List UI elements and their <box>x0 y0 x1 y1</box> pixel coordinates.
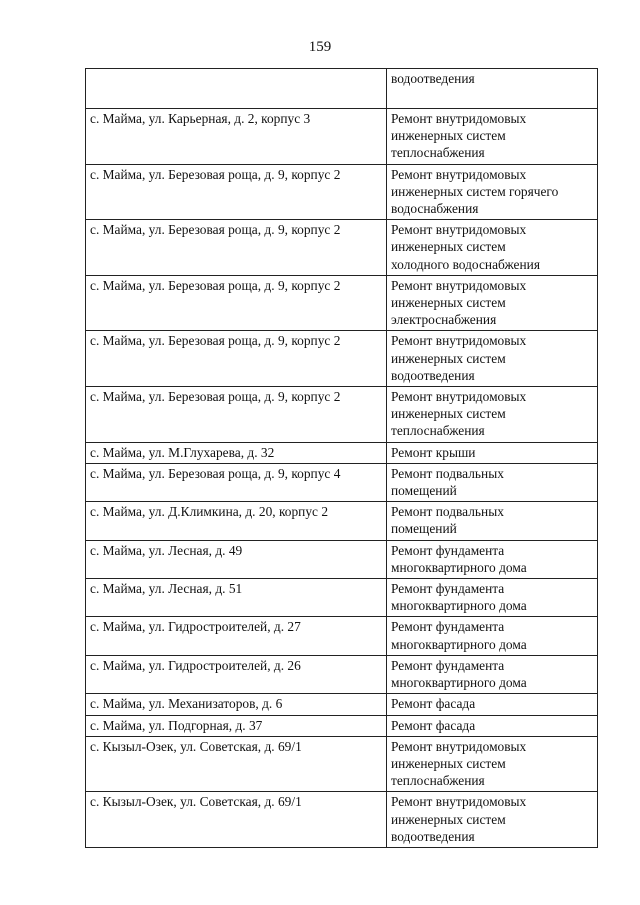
address-cell: с. Майма, ул. Березовая роща, д. 9, корпус 4 <box>86 463 387 501</box>
address-cell: с. Майма, ул. Лесная, д. 49 <box>86 540 387 578</box>
work-type-line: теплоснабжения <box>391 145 485 161</box>
table-row <box>86 331 598 387</box>
work-type-line: Ремонт крыши <box>391 444 476 460</box>
address-cell: с. Майма, ул. Гидростроителей, д. 26 <box>86 655 387 693</box>
work-type-line: помещений <box>391 483 457 499</box>
work-type-line: инженерных систем <box>391 295 506 311</box>
address-cell: с. Майма, ул. Лесная, д. 51 <box>86 579 387 617</box>
address-cell: с. Майма, ул. Карьерная, д. 2, корпус 3 <box>86 109 387 165</box>
table-row <box>86 617 598 655</box>
address-cell: с. Кызыл-Озек, ул. Советская, д. 69/1 <box>86 736 387 792</box>
address-cell: с. Майма, ул. Березовая роща, д. 9, корпус 2 <box>86 164 387 220</box>
address-cell: с. Майма, ул. Березовая роща, д. 9, корпус 2 <box>86 387 387 443</box>
table-row <box>86 164 598 220</box>
work-type-line: Ремонт фундамента <box>391 657 505 673</box>
work-type-cell <box>387 617 598 655</box>
work-type-cell <box>387 540 598 578</box>
table-row <box>86 715 598 736</box>
work-type-line: Ремонт подвальных <box>391 504 504 520</box>
work-type-line: многоквартирного дома <box>391 598 527 614</box>
work-type-line: холодного водоснабжения <box>391 256 540 272</box>
work-type-line: Ремонт подвальных <box>391 465 504 481</box>
repair-table <box>85 68 598 848</box>
work-type-line: Ремонт внутридомовых <box>391 111 527 126</box>
work-type-cell <box>387 579 598 617</box>
work-type-line: Ремонт фундамента <box>391 619 505 635</box>
table-row <box>86 220 598 276</box>
work-type-line: инженерных систем <box>391 239 506 255</box>
work-type-cell <box>387 109 598 165</box>
address-cell: с. Майма, ул. Березовая роща, д. 9, корпус 2 <box>86 275 387 331</box>
table-row <box>86 275 598 331</box>
work-type-line: инженерных систем горячего <box>391 183 559 199</box>
table-row <box>86 655 598 693</box>
work-type-line: Ремонт фундамента <box>391 581 505 597</box>
address-cell: с. Майма, ул. Березовая роща, д. 9, корпус 2 <box>86 220 387 276</box>
work-type-line: помещений <box>391 521 457 537</box>
address-cell: с. Майма, ул. Гидростроителей, д. 27 <box>86 617 387 655</box>
work-type-line: инженерных систем <box>391 755 506 771</box>
table-row <box>86 694 598 715</box>
work-type-line: инженерных систем <box>391 406 506 422</box>
work-type-line: водоснабжения <box>391 201 479 217</box>
work-type-cell <box>387 715 598 736</box>
work-type-line: Ремонт внутридомовых <box>391 389 527 405</box>
work-type-line: электроснабжения <box>391 312 497 328</box>
table-row <box>86 463 598 501</box>
work-type-cell <box>387 736 598 792</box>
work-type-cell <box>387 220 598 276</box>
work-type-cell <box>387 387 598 443</box>
work-type-cell <box>387 69 598 109</box>
work-type-cell <box>387 694 598 715</box>
work-type-line: Ремонт внутридомовых <box>391 333 527 349</box>
work-type-line: Ремонт фундамента <box>391 542 505 558</box>
work-type-line: водоотведения <box>391 828 475 844</box>
work-type-line: Ремонт внутридомовых <box>391 277 527 293</box>
work-type-line: Ремонт внутридомовых <box>391 794 527 810</box>
address-cell: с. Кызыл-Озек, ул. Советская, д. 69/1 <box>86 792 387 848</box>
table-row <box>86 502 598 540</box>
address-cell <box>86 69 387 109</box>
page-number: 159 <box>308 39 332 55</box>
work-type-line: Ремонт фасада <box>391 717 476 733</box>
address-cell: с. Майма, ул. Березовая роща, д. 9, корпус 2 <box>86 331 387 387</box>
work-type-line: инженерных систем <box>391 811 506 827</box>
work-type-line: инженерных систем <box>391 350 506 366</box>
work-type-line: многоквартирного дома <box>391 675 527 691</box>
address-cell: с. Майма, ул. Механизаторов, д. 6 <box>86 694 387 715</box>
table-row <box>86 69 598 109</box>
work-type-line: теплоснабжения <box>391 773 485 789</box>
work-type-line: теплоснабжения <box>391 423 485 439</box>
work-type-line: Ремонт внутридомовых <box>391 166 527 182</box>
work-type-line: многоквартирного дома <box>391 636 527 652</box>
work-type-cell <box>387 331 598 387</box>
work-type-cell <box>387 275 598 331</box>
work-type-cell <box>387 164 598 220</box>
address-cell: с. Майма, ул. Подгорная, д. 37 <box>86 715 387 736</box>
work-type-line: многоквартирного дома <box>391 559 527 575</box>
work-type-cell <box>387 463 598 501</box>
work-type-line: Ремонт внутридомовых <box>391 738 527 754</box>
table-row <box>86 792 598 848</box>
address-cell: с. Майма, ул. М.Глухарева, д. 32 <box>86 442 387 463</box>
table-row <box>86 387 598 443</box>
work-type-cell <box>387 655 598 693</box>
work-type-cell <box>387 502 598 540</box>
work-type-line: инженерных систем <box>391 128 506 144</box>
work-type-line: Ремонт внутридомовых <box>391 222 527 238</box>
table-row <box>86 109 598 165</box>
work-type-cell <box>387 792 598 848</box>
work-type-line: водоотведения <box>391 367 475 383</box>
work-type-cell <box>387 442 598 463</box>
work-type-line: Ремонт фасада <box>391 696 476 712</box>
table-row <box>86 736 598 792</box>
table-row <box>86 579 598 617</box>
table-row <box>86 442 598 463</box>
repair-table-body <box>86 69 598 848</box>
table-row <box>86 540 598 578</box>
work-type-line: водоотведения <box>391 71 475 86</box>
address-cell: с. Майма, ул. Д.Климкина, д. 20, корпус 2 <box>86 502 387 540</box>
